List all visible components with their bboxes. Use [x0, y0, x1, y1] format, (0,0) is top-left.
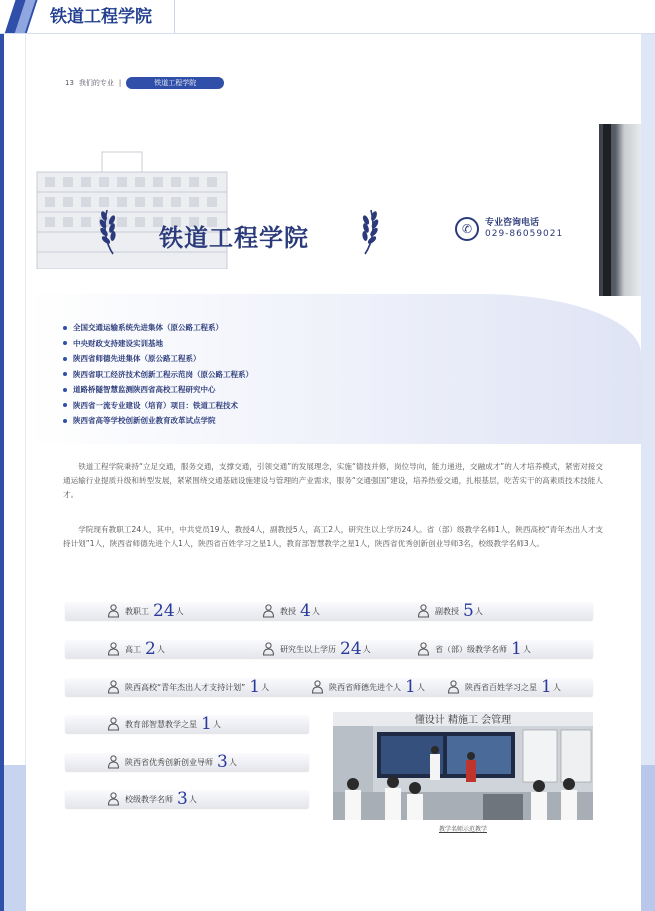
person-icon: [107, 792, 120, 806]
hotline: [455, 217, 563, 241]
header-tab-title: 铁道工程学院: [40, 0, 175, 34]
hotline-number: 029-86059021: [485, 229, 564, 239]
hotline-label: 专业咨询电话: [485, 218, 540, 228]
bullet-dot-icon: [63, 372, 67, 376]
intro-paragraph: 铁道工程学院秉持“立足交通，服务交通，支撑交通，引领交通”的发展理念，实施“德技并修，岗位导向，能力递进，交融成才”的人才培养模式，紧密对接交通运输行业提质升级和转型发展，紧紧围绕交通基础设施建设与管理的产业需求，服务“交通强国”建设，培养热爱交通，扎根基层，吃苦实干的高素质技术技能人才。: [63, 462, 603, 499]
campus-photo-strip: [599, 124, 641, 296]
page-divider: |: [118, 79, 122, 87]
honors-list: [63, 320, 253, 429]
page-section-pill: 铁道工程学院: [126, 77, 224, 89]
photo-banner: 懂设计 精施工 会管理: [414, 715, 512, 726]
honor-item: 陕西省一流专业建设（培育）项目：铁道工程技术: [63, 398, 253, 414]
stat-staff: 教职工 24 人: [107, 603, 184, 619]
bullet-dot-icon: [63, 357, 67, 361]
bullet-dot-icon: [63, 326, 67, 330]
classroom-scene-icon: [333, 712, 593, 820]
person-icon: [107, 604, 120, 618]
honor-item: 陕西省师德先进集体（原公路工程系）: [63, 351, 253, 367]
staff-paragraph: 学院现有教职工24人，其中，中共党员19人，教授4人，副教授5人，高工2人，研究生以上学历24人。省（部）级教学名师1人，陕西高校“青年杰出人才支持计划”1人，陕西省师德先进个人1人，陕西省百姓学习之星1人，教育部智慧教学之星1人，陕西省优秀创新创业导师3名，校级教学名师3人。: [63, 525, 603, 548]
stat-ethics-model: 陕西省师德先进个人 1 人: [311, 679, 425, 695]
page-meta: [65, 77, 224, 89]
photo-strip-bar: [603, 124, 611, 296]
honor-item: 陕西省高等学校创新创业教育改革试点学院: [63, 413, 253, 429]
page-number: 13: [65, 79, 74, 87]
honor-item: 陕西省职工经济技术创新工程示范岗（原公路工程系）: [63, 367, 253, 383]
right-frame-band: [641, 765, 655, 911]
honor-item: 道路桥隧智慧监测陕西省高校工程研究中心: [63, 382, 253, 398]
header-divider: [0, 33, 655, 34]
honor-item: 中央财政支持建设实训基地: [63, 336, 253, 352]
photo-caption: 教学名师示范教学: [438, 826, 487, 833]
bullet-dot-icon: [63, 341, 67, 345]
stat-postgraduate: 研究生以上学历 24 人: [262, 641, 371, 657]
stat-professor: 教授 4 人: [262, 603, 320, 619]
page-section: 我们的专业: [78, 79, 114, 87]
classroom-photo: [333, 712, 593, 820]
stat-learning-star: 陕西省百姓学习之星 1 人: [447, 679, 561, 695]
stat-provincial-teacher: 省（部）级教学名师 1 人: [417, 641, 531, 657]
person-icon: [107, 755, 120, 769]
stat-school-teacher: 校级教学名师 3 人: [65, 790, 309, 808]
person-icon: [107, 717, 120, 731]
person-icon: [107, 642, 120, 656]
person-icon: [107, 680, 120, 694]
person-icon: [262, 604, 275, 618]
stat-row-2: [65, 640, 593, 658]
person-icon: [417, 642, 430, 656]
person-icon: [417, 604, 430, 618]
page-title: 铁道工程学院: [159, 224, 309, 252]
stat-smart-teaching-star: 教育部智慧教学之星 1 人: [65, 715, 309, 733]
stat-young-talent: 陕西高校“青年杰出人才支持计划” 1 人: [107, 679, 269, 695]
bullet-dot-icon: [63, 388, 67, 392]
wheat-right-icon: [359, 206, 381, 256]
left-frame-band: [4, 765, 26, 911]
bullet-dot-icon: [63, 419, 67, 423]
stat-associate-professor: 副教授 5 人: [417, 603, 483, 619]
person-icon: [311, 680, 324, 694]
stat-row-3: [65, 678, 593, 696]
phone-icon: ✆: [455, 217, 479, 241]
stat-row-1: [65, 602, 593, 620]
person-icon: [447, 680, 460, 694]
person-icon: [262, 642, 275, 656]
header-tab: [0, 0, 200, 34]
honor-item: 全国交通运输系统先进集体（原公路工程系）: [63, 320, 253, 336]
stat-entrepreneur-mentor: 陕西省优秀创新创业导师 3 人: [65, 753, 309, 771]
wheat-left-icon: [97, 206, 119, 256]
brochure-page: [27, 44, 641, 911]
title-block: [97, 206, 387, 262]
bullet-dot-icon: [63, 403, 67, 407]
stat-senior-engineer: 高工 2 人: [107, 641, 165, 657]
